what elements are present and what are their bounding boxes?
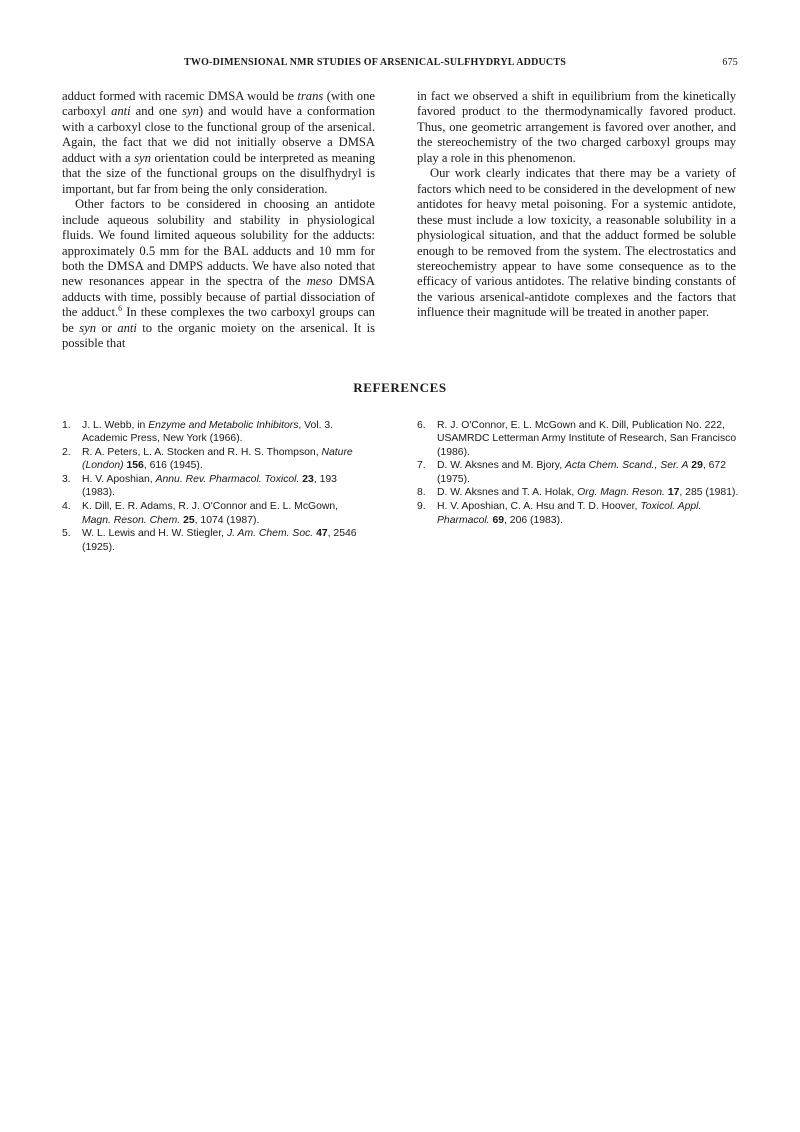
reference-text: D. W. Aksnes and T. A. Holak, Org. Magn. Reson. 17, 285 (1981). bbox=[437, 487, 739, 499]
reference-item bbox=[417, 459, 739, 486]
references-column-right bbox=[417, 419, 739, 527]
references-heading: REFERENCES bbox=[353, 380, 447, 395]
reference-number: 5. bbox=[62, 528, 71, 540]
reference-number: 4. bbox=[62, 501, 71, 513]
reference-item bbox=[62, 500, 368, 527]
reference-number: 2. bbox=[62, 447, 71, 459]
reference-number: 1. bbox=[62, 420, 71, 431]
reference-text: W. L. Lewis and H. W. Stiegler, J. Am. Chem. Soc. 47, 2546 (1925). bbox=[82, 528, 357, 553]
reference-text: H. V. Aposhian, C. A. Hsu and T. D. Hoover, Toxicol. Appl. Pharmacol. 69, 206 (1983). bbox=[437, 501, 702, 526]
reference-item bbox=[62, 419, 368, 446]
reference-number: 9. bbox=[417, 501, 426, 513]
reference-item bbox=[62, 473, 368, 500]
paragraph-3: in fact we observed a shift in equilibrium from the kinetically favored product to the thermodynamically favored product. Thus, one geometric arrangement is favored over another, and the stereochemistry of the two charged carboxyl groups may play a role in this phenomenon. bbox=[417, 89, 736, 165]
body-column-right bbox=[417, 89, 736, 321]
paragraph-4: Our work clearly indicates that there may be a variety of factors which need to be considered in the development of new antidotes for heavy metal poisoning. For a systemic antidote, these must include a low toxicity, a reasonable solubility in a physiological situation, and that the adduct formed be soluble enough to be removed from the system. The electrostatics and stereochemistry appear to have some consequence as to the efficacy of various antidotes. The relative binding constants of the various arsenical-antidote complexes and the factors that influence their magnitude will be treated in another paper. bbox=[417, 166, 736, 320]
reference-number: 6. bbox=[417, 420, 426, 431]
reference-number: 7. bbox=[417, 460, 426, 472]
reference-item bbox=[62, 527, 368, 554]
paragraph-1: adduct formed with racemic DMSA would be trans (with one carboxyl anti and one syn) and would have a conformation with a carboxyl close to the functional group of the arsenical. Again, the fact that we did not initially observe a DMSA adduct with a syn orientation could be interpreted as meaning that the size of the functional groups on the disulfhydryl is important, but far from being the only consideration. bbox=[62, 89, 376, 196]
running-title: TWO-DIMENSIONAL NMR STUDIES OF ARSENICAL-SULFHYDRYL ADDUCTS bbox=[184, 57, 566, 68]
reference-number: 8. bbox=[417, 487, 426, 499]
reference-item bbox=[417, 500, 739, 527]
body-column-left bbox=[62, 89, 375, 352]
references-column-left bbox=[62, 419, 368, 554]
reference-text: D. W. Aksnes and M. Bjory, Acta Chem. Scand., Ser. A 29, 672 (1975). bbox=[437, 460, 726, 485]
reference-item bbox=[62, 446, 368, 473]
reference-text: H. V. Aposhian, Annu. Rev. Pharmacol. Toxicol. 23, 193 (1983). bbox=[82, 474, 337, 499]
reference-text: J. L. Webb, in Enzyme and Metabolic Inhibitors, Vol. 3. Academic Press, New York (1966). bbox=[82, 420, 334, 445]
reference-item bbox=[417, 486, 739, 499]
paragraph-2: Other factors to be considered in choosing an antidote include aqueous solubility and stability in physiological fluids. We found limited aqueous solubility for the adducts: approximately 0.5 mm for the BAL adducts and 10 mm for both the DMSA and DMPS adducts. We have also noted that new resonances appear in the spectra of the meso DMSA adducts with time, possibly because of partial dissociation of the adduct.$^6$ In these complexes the two carboxyl groups can be syn or anti to the organic moiety on the arsenical. It is possible that bbox=[62, 197, 375, 351]
reference-number: 3. bbox=[62, 474, 71, 486]
page-number: 675 bbox=[722, 57, 738, 68]
running-header bbox=[60, 57, 743, 73]
reference-text: K. Dill, E. R. Adams, R. J. O'Connor and E. L. McGown, Magn. Reson. Chem. 25, 1074 (1987). bbox=[82, 501, 339, 526]
reference-item bbox=[417, 419, 739, 459]
reference-text: R. J. O'Connor, E. L. McGown and K. Dill, Publication No. 222, USAMRDC Letterman Army Institute of Research, San Francisco (1986). bbox=[437, 420, 737, 458]
reference-text: R. A. Peters, L. A. Stocken and R. H. S. Thompson, Nature (London) 156, 616 (1945). bbox=[82, 447, 353, 472]
